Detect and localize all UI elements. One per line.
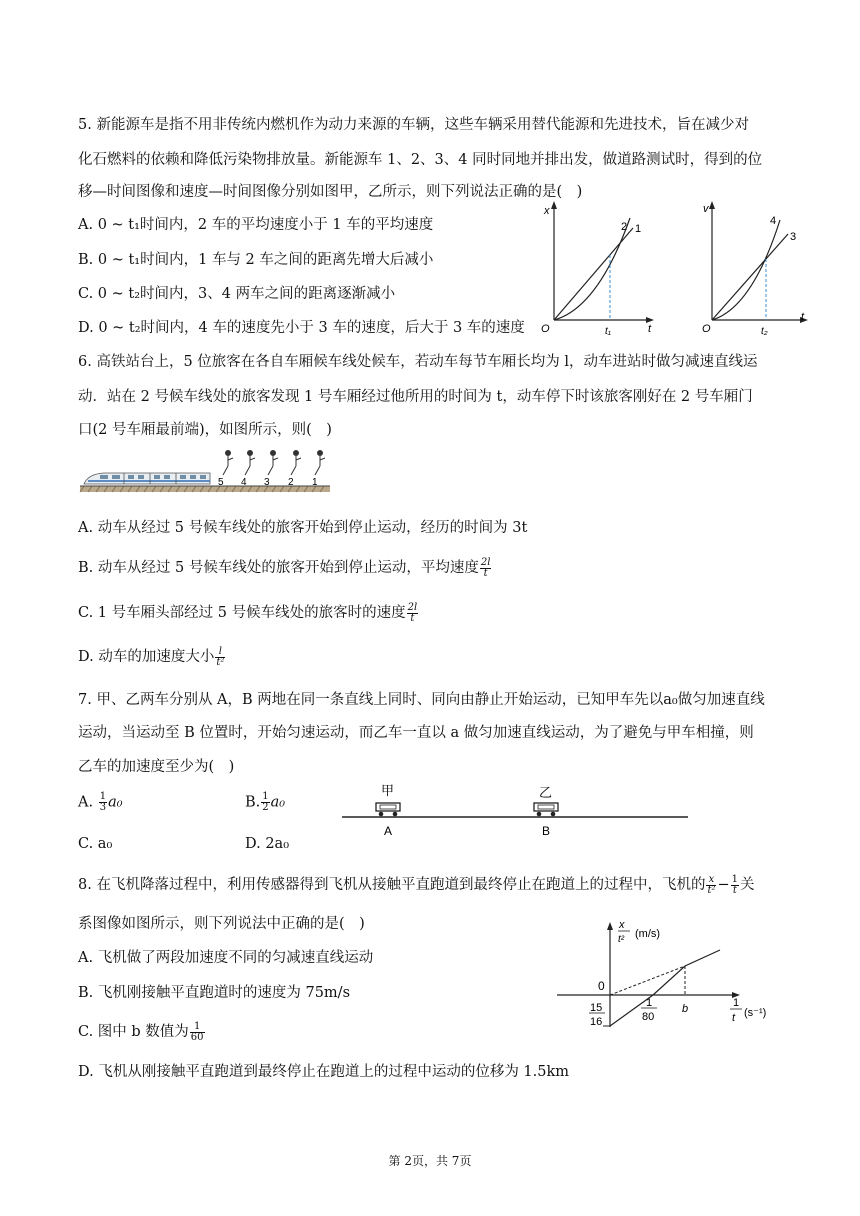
q6-line-label-3: 3 bbox=[264, 477, 270, 488]
q6-option-c-text: C. 1 号车厢头部经过 5 号候车线处的旅客时的速度 bbox=[78, 605, 406, 621]
q6-stem-line2: 动．站在 2 号候车线处的旅客发现 1 号车厢经过他所用的时间为 t，动车停下时该旅客刚好在 2 号车厢门 bbox=[78, 389, 753, 405]
q7-option-b-label: B. bbox=[245, 794, 261, 811]
q8-ylabel-num: x bbox=[619, 919, 625, 931]
q8-x0-den: 80 bbox=[642, 1011, 655, 1023]
q7-option-a-symbol: a₀ bbox=[108, 794, 123, 811]
q5-curve-car4 bbox=[712, 220, 780, 320]
q5-fig2-yaxis-label: v bbox=[703, 203, 709, 215]
q5-option-c[interactable]: C. 0 ~ t₂时间内，3、4 两车之间的距离逐渐减小 bbox=[78, 286, 396, 302]
q6-figure-train bbox=[78, 448, 333, 496]
q7-option-b-symbol: a₀ bbox=[270, 794, 286, 811]
q6-option-a[interactable]: A. 动车从经过 5 号候车线处的旅客开始到停止运动，经历的时间为 3t bbox=[78, 520, 528, 536]
q8-option-c-text: C. 图中 b 数值为 bbox=[78, 1024, 189, 1040]
q7-car-yi bbox=[534, 803, 558, 816]
q5-fig1-xaxis-label: t bbox=[648, 323, 652, 335]
q7-option-b-fraction: $\frac{1}{2}$ bbox=[262, 791, 269, 813]
q5-fig2-label-3: 3 bbox=[790, 231, 797, 243]
q5-option-a[interactable]: A. 0 ~ t₁时间内，2 车的平均速度小于 1 车的平均速度 bbox=[78, 217, 434, 233]
q8-stem-line2: 系图像如图所示，则下列说法中正确的是( ) bbox=[78, 916, 365, 932]
q8-y0-num: 15 bbox=[590, 1002, 603, 1014]
q7-option-b[interactable] bbox=[245, 792, 285, 813]
q6-passenger-3 bbox=[268, 451, 278, 476]
q8-stem-fraction-1-t: $\frac{1}{t}$ bbox=[731, 873, 739, 896]
q6-option-d[interactable] bbox=[78, 645, 226, 668]
q6-stem-line1: 6. 高铁站台上，5 位旅客在各自车厢候车线处候车，若动车每节车厢长均为 l，动车进站时做匀减速直线运 bbox=[78, 354, 758, 370]
q5-fig1-tick: t₁ bbox=[605, 326, 611, 337]
q8-y0-den: 16 bbox=[590, 1016, 603, 1028]
q8-yunit: (m/s) bbox=[635, 928, 661, 940]
q5-stem-line3: 移—时间图像和速度—时间图像分别如图甲，乙所示，则下列说法正确的是( ) bbox=[78, 184, 583, 200]
q5-stem-line1: 5. 新能源车是指不用非传统内燃机作为动力来源的车辆，这些车辆采用替代能源和先进技术，旨在减少对 bbox=[78, 117, 749, 133]
q6-line-label-2: 2 bbox=[288, 477, 294, 488]
q5-figure-vt-graph bbox=[700, 198, 815, 338]
q5-stem-line2: 化石燃料的依赖和降低污染物排放量。新能源车 1、2、3、4 同时同地并排出发，做道路测试时，得到的位 bbox=[78, 152, 763, 168]
q5-fig2-origin: O bbox=[702, 323, 711, 335]
q5-curve-car2 bbox=[554, 218, 630, 320]
q8-figure-graph bbox=[555, 913, 785, 1035]
q8-zero-label: 0 bbox=[598, 979, 605, 993]
q8-option-a[interactable]: A. 飞机做了两段加速度不同的匀减速直线运动 bbox=[78, 950, 374, 966]
q8-x0-num: 1 bbox=[646, 997, 653, 1009]
q6-option-b-text: B. 动车从经过 5 号候车线处的旅客开始到停止运动，平均速度 bbox=[78, 560, 479, 576]
q6-line-label-1: 1 bbox=[312, 477, 318, 488]
q5-figure-xt-graph bbox=[538, 198, 668, 338]
q6-option-c[interactable] bbox=[78, 601, 419, 624]
q7-label-jia: 甲 bbox=[381, 783, 395, 798]
q8-stem-minus: − bbox=[717, 877, 730, 893]
q8-ylabel-den: t² bbox=[618, 934, 625, 945]
q8-stem-fraction-x-t2: $\frac{x}{\text{t²}}$ bbox=[707, 873, 716, 896]
q7-point-a: A bbox=[384, 824, 393, 838]
q6-option-d-text: D. 动车的加速度大小 bbox=[78, 649, 215, 665]
q5-fig2-label-4: 4 bbox=[770, 215, 777, 227]
q7-stem-line3: 乙车的加速度至少为( ) bbox=[78, 759, 235, 775]
q5-line-car3 bbox=[712, 234, 788, 320]
q8-xlabel-num: 1 bbox=[733, 997, 740, 1009]
q7-option-a[interactable] bbox=[78, 792, 123, 813]
q8-xunit: (s⁻¹) bbox=[744, 1007, 767, 1019]
q5-option-d[interactable]: D. 0 ~ t₂时间内，4 车的速度先小于 3 车的速度，后大于 3 车的速度 bbox=[78, 320, 525, 336]
q7-option-d[interactable]: D. 2a₀ bbox=[245, 836, 290, 852]
q7-figure-cars bbox=[340, 777, 692, 839]
q7-car-jia bbox=[376, 803, 400, 816]
q8-option-c-fraction: $\frac{1}{60}$ bbox=[190, 1020, 204, 1043]
q5-fig1-origin: O bbox=[541, 323, 550, 335]
q5-fig2-tick: t₂ bbox=[761, 326, 768, 337]
q6-passenger-1 bbox=[315, 451, 325, 476]
q7-option-c[interactable]: C. a₀ bbox=[78, 836, 113, 852]
q7-stem-line1: 7. 甲、乙两车分别从 A，B 两地在同一条直线上同时、同向由静止开始运动，已知甲车先以a₀做匀加速直线 bbox=[78, 692, 765, 708]
q6-line-label-4: 4 bbox=[241, 477, 247, 488]
q8-graph-line bbox=[610, 950, 720, 1026]
q8-stem-line1-end: 关 bbox=[740, 877, 755, 893]
q5-fig2-xaxis-label: t bbox=[801, 311, 805, 323]
q8-option-c[interactable] bbox=[78, 1020, 206, 1043]
q7-option-a-label: A. bbox=[78, 794, 94, 811]
q6-option-c-fraction: $\frac{2l}{t}$ bbox=[407, 601, 418, 624]
page-footer: 第 2页，共 7页 bbox=[388, 1154, 472, 1168]
q6-option-b-fraction: $\frac{2l}{t}$ bbox=[480, 556, 491, 579]
q7-point-b: B bbox=[542, 824, 551, 838]
q7-label-yi: 乙 bbox=[539, 785, 553, 800]
q7-option-a-fraction: $\frac{1}{3}$ bbox=[99, 791, 107, 813]
q6-line-label-5: 5 bbox=[218, 477, 224, 488]
q8-option-b[interactable]: B. 飞机刚接触平直跑道时的速度为 75m/s bbox=[78, 985, 351, 1001]
q5-fig1-yaxis-label: x bbox=[544, 205, 550, 217]
q8-xlabel-den: t bbox=[732, 1012, 736, 1024]
q8-option-d[interactable]: D. 飞机从刚接触平直跑道到最终停止在跑道上的过程中运动的位移为 1.5km bbox=[78, 1064, 570, 1080]
q8-stem-line1 bbox=[78, 873, 755, 896]
q5-option-b[interactable]: B. 0 ~ t₁时间内，1 车与 2 车之间的距离先增大后减小 bbox=[78, 252, 434, 268]
q6-passenger-2 bbox=[291, 451, 301, 476]
q6-option-d-fraction: $\frac{l}{\text{t²}}$ bbox=[216, 645, 225, 668]
q6-option-b[interactable] bbox=[78, 556, 492, 579]
q6-passenger-4 bbox=[245, 451, 255, 476]
q8-stem-line1-text: 8. 在飞机降落过程中，利用传感器得到飞机从接触平直跑道到最终停止在跑道上的过程中，飞机的 bbox=[78, 877, 706, 893]
q6-stem-line3: 口(2 号车厢最前端)，如图所示，则( ) bbox=[78, 422, 332, 438]
q6-passenger-5 bbox=[223, 451, 233, 476]
q7-stem-line2: 运动，当运动至 B 位置时，开始匀速运动，而乙车一直以 a 做匀加速直线运动，为了避免与甲车相撞，则 bbox=[78, 725, 754, 741]
q5-fig1-label-1: 1 bbox=[635, 223, 642, 235]
q5-fig1-label-2: 2 bbox=[621, 221, 628, 233]
q8-b-label: b bbox=[682, 1003, 689, 1015]
